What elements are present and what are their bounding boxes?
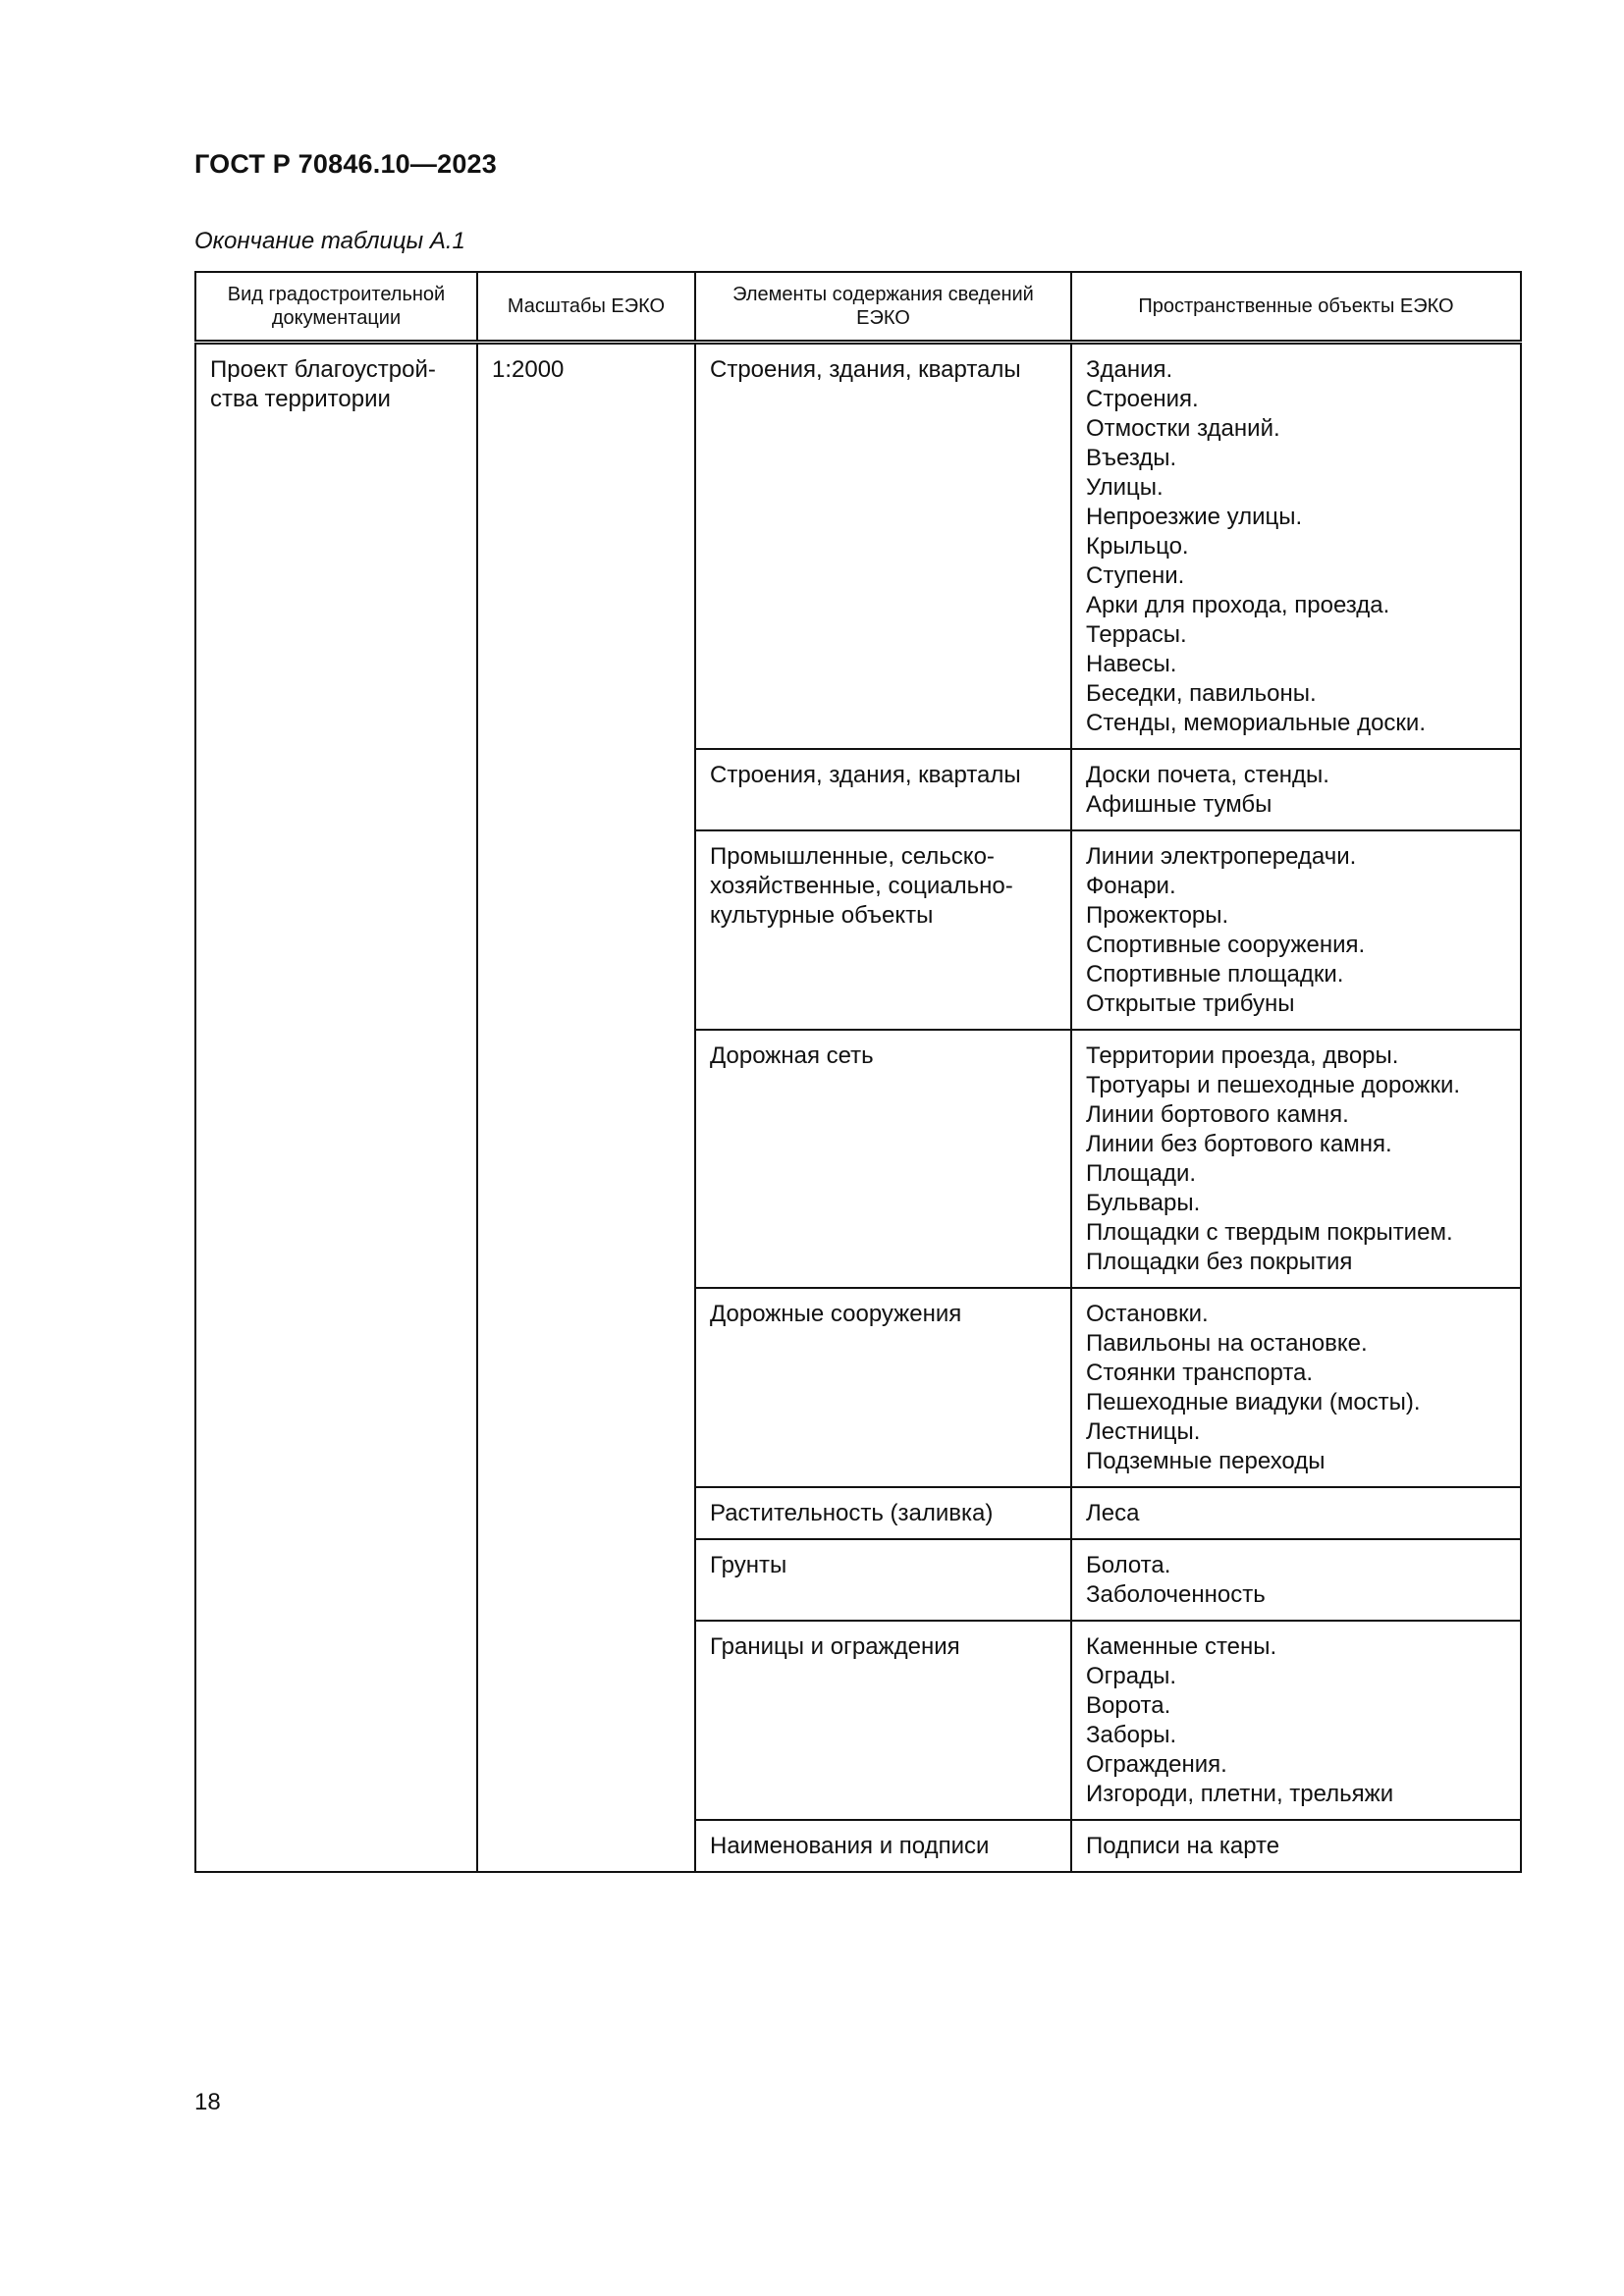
objects-cell: Доски почета, стенды. Афишные тумбы bbox=[1071, 749, 1521, 830]
objects-cell: Линии электропередачи. Фонари. Прожекторы. Спортивные сооружения. Спортивные площадки. Открытые трибуны bbox=[1071, 830, 1521, 1030]
element-cell: Дорожная сеть bbox=[695, 1030, 1071, 1288]
objects-cell: Каменные стены. Ограды. Ворота. Заборы. Ограждения. Изгороди, плетни, трельяжи bbox=[1071, 1621, 1521, 1820]
column-header-elements: Элементы содержания сведений ЕЭКО bbox=[695, 272, 1071, 343]
column-header-scale: Масштабы ЕЭКО bbox=[477, 272, 695, 343]
element-cell: Растительность (заливка) bbox=[695, 1487, 1071, 1539]
element-cell: Строения, здания, кварталы bbox=[695, 343, 1071, 750]
table-row bbox=[195, 343, 1521, 750]
element-cell: Границы и ограждения bbox=[695, 1621, 1071, 1820]
doc-type-cell: Проект благоустрой- ства территории bbox=[195, 343, 477, 1873]
objects-cell: Остановки. Павильоны на остановке. Стоянки транспорта. Пешеходные виадуки (мосты). Лестницы. Подземные переходы bbox=[1071, 1288, 1521, 1487]
objects-cell: Болота. Заболоченность bbox=[1071, 1539, 1521, 1621]
column-header-objects: Пространственные объекты ЕЭКО bbox=[1071, 272, 1521, 343]
element-cell: Наименования и подписи bbox=[695, 1820, 1071, 1872]
objects-table bbox=[194, 271, 1522, 1873]
document-title: ГОСТ Р 70846.10—2023 bbox=[194, 149, 497, 179]
objects-cell: Территории проезда, дворы. Тротуары и пешеходные дорожки. Линии бортового камня. Линии без бортового камня. Площади. Бульвары. Площадки с твердым покрытием. Площадки без покрытия bbox=[1071, 1030, 1521, 1288]
column-header-doc-type: Вид градостроительной документации bbox=[195, 272, 477, 343]
scale-cell: 1:2000 bbox=[477, 343, 695, 1873]
page-number: 18 bbox=[194, 2089, 221, 2115]
objects-cell: Здания. Строения. Отмостки зданий. Въезды. Улицы. Непроезжие улицы. Крыльцо. Ступени. Арки для прохода, проезда. Террасы. Навесы. Беседки, павильоны. Стенды, мемориальные доски. bbox=[1071, 343, 1521, 750]
element-cell: Промышленные, сельско- хозяйственные, социально- культурные объекты bbox=[695, 830, 1071, 1030]
element-cell: Дорожные сооружения bbox=[695, 1288, 1071, 1487]
table-caption: Окончание таблицы А.1 bbox=[194, 228, 465, 254]
objects-cell: Леса bbox=[1071, 1487, 1521, 1539]
element-cell: Грунты bbox=[695, 1539, 1071, 1621]
objects-cell: Подписи на карте bbox=[1071, 1820, 1521, 1872]
table-header-row bbox=[195, 272, 1521, 343]
element-cell: Строения, здания, кварталы bbox=[695, 749, 1071, 830]
